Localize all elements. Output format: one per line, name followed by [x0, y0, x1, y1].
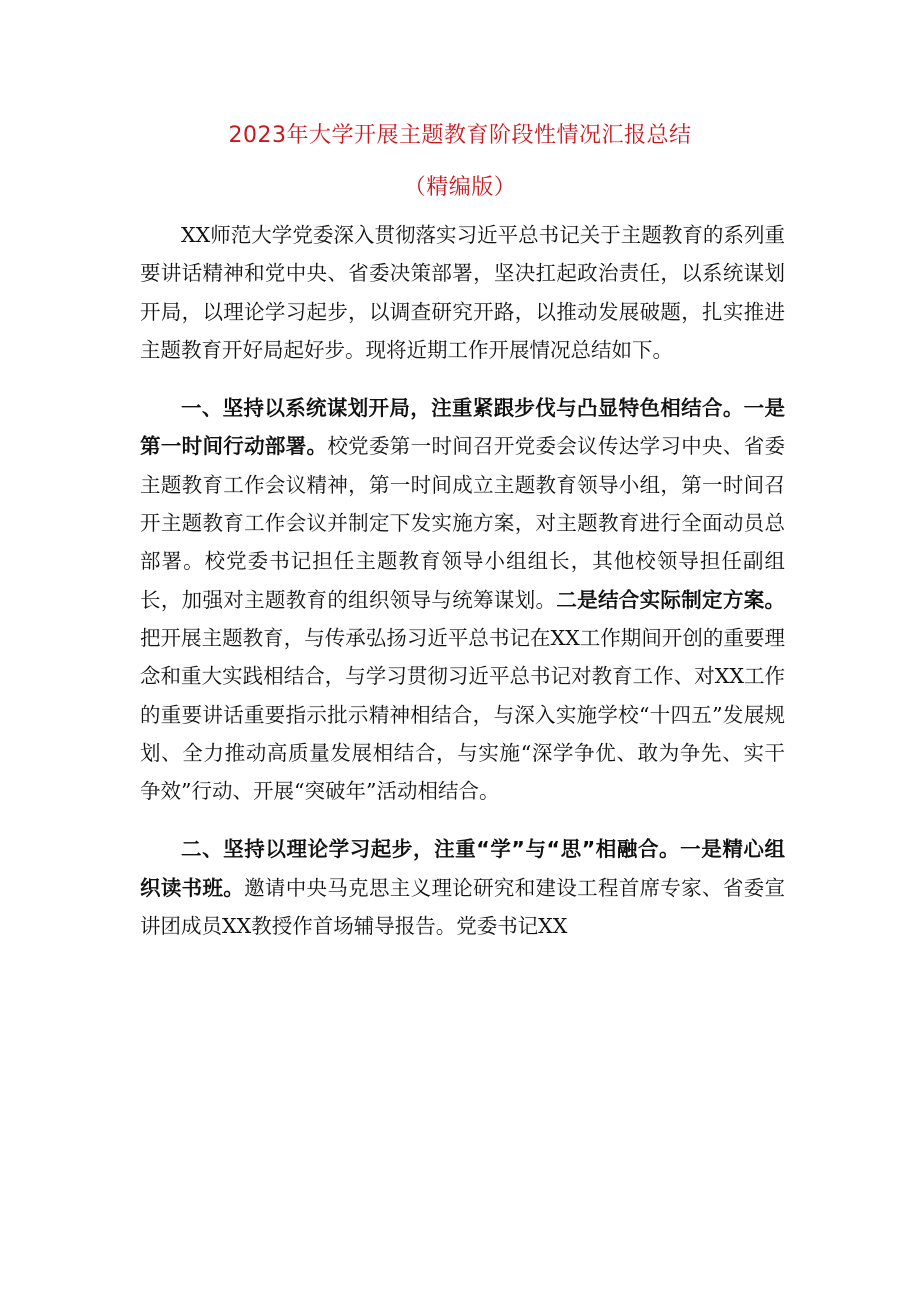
- document-title: 2023年大学开展主题教育阶段性情况汇报总结: [228, 123, 692, 148]
- document-subtitle: （精编版）: [403, 175, 517, 200]
- section-1-point-2-title: 二是结合实际制定方案。: [556, 587, 786, 612]
- section-1-point-1-title: 一是第一时间行动部署。: [140, 396, 786, 459]
- section-2-paragraph: [140, 830, 785, 945]
- intro-paragraph: XX师范大学党委深入贯彻落实习近平总书记关于主题教育的系列重要讲话精神和党中央、省委决策部署，坚决扛起政治责任，以系统谋划开局，以理论学习起步，以调查研究开路，以推动发展破题，扎实推进主题教育开好局起好步。现将近期工作开展情况总结如下。: [140, 223, 785, 362]
- section-2-point-1-title: 一是精心组织读书班。: [140, 837, 785, 900]
- section-1-point-1-text: 校党委第一时间召开党委会议传达学习中央、省委主题教育工作会议精神，第一时间成立主题教育领导小组，第一时间召开主题教育工作会议并制定下发实施方案，对主题教育进行全面动员总部署。校党委书记担任主题教育领导小组组长，其他校领导担任副组长，加强对主题教育的组织领导与统筹谋划。: [140, 434, 786, 612]
- document-body: [140, 216, 785, 945]
- section-1-heading: 一、坚持以系统谋划开局，注重紧跟步伐与凸显特色相结合。: [181, 396, 744, 421]
- section-2-point-1-text: 邀请中央马克思主义理论研究和建设工程首席专家、省委宣讲团成员XX教授作首场辅导报告。党委书记XX: [140, 875, 786, 939]
- section-2-heading: 二、坚持以理论学习起步，注重“学”与“思”相融合。: [181, 837, 681, 862]
- section-1-point-2-text: 把开展主题教育，与传承弘扬习近平总书记在XX工作期间开创的重要理念和重大实践相结合，与学习贯彻习近平总书记对教育工作、对XX工作的重要讲话重要指示批示精神相结合，与深入实施学校“十四五”发展规划、全力推动高质量发展相结合，与实施“深学争优、敢为争先、实干争效”行动、开展“突破年”活动相结合。: [140, 625, 785, 804]
- section-1-paragraph: [140, 389, 785, 810]
